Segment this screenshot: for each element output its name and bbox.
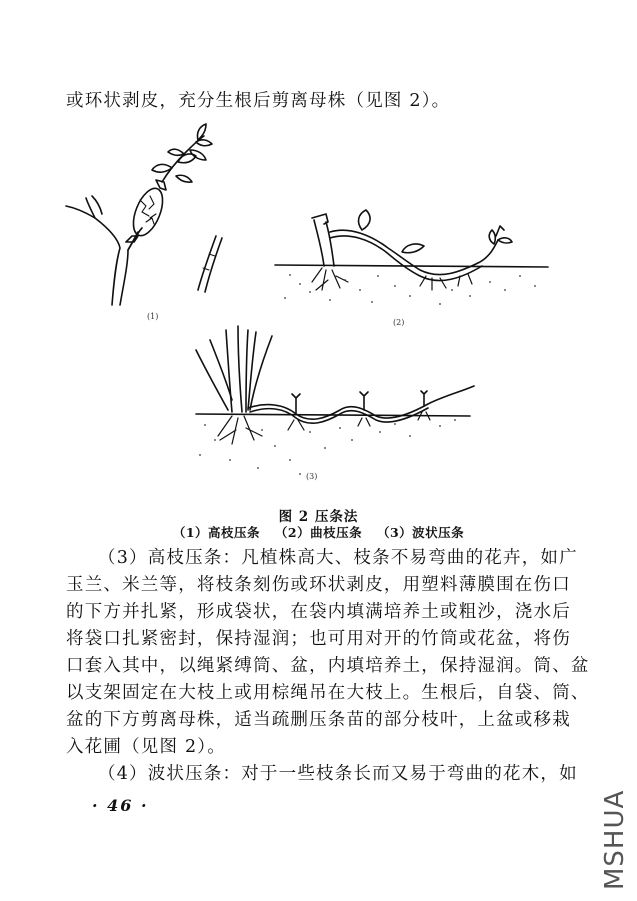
figure-3-drawing	[196, 326, 474, 444]
body-line: （4）波状压条：对于一些枝条长而又易于弯曲的花木，如	[98, 764, 578, 784]
figure-label-2: (2)	[393, 318, 405, 327]
watermark: MSHUA	[600, 789, 630, 890]
page-number: · 46 ·	[92, 796, 149, 815]
body-line: 口套入其中，以绳紧缚筒、盆，内填培养土，保持湿润。筒、盆	[66, 656, 590, 676]
figure-2-drawing	[275, 210, 548, 290]
body-line: （3）高枝压条：凡植株高大、枝条不易弯曲的花卉，如广	[98, 548, 578, 568]
body-line: 入花圃（见图 2）。	[66, 737, 226, 757]
continuation-text: 或环状剥皮，充分生根后剪离母株（见图 2）。	[66, 91, 451, 111]
body-line: 以支架固定在大枝上或用棕绳吊在大枝上。生根后，自袋、筒、	[66, 683, 590, 703]
body-line: 盆的下方剪离母株，适当疏删压条苗的部分枝叶，上盆或移栽	[66, 710, 571, 730]
figure-label-3: (3)	[306, 472, 318, 481]
body-line: 将袋口扎紧密封，保持湿润；也可用对开的竹筒或花盆，将伤	[66, 629, 571, 649]
figure-label-1: (1)	[147, 312, 159, 321]
figure-caption-title: 图 2 压条法	[278, 509, 359, 525]
soil-texture-3	[199, 419, 456, 475]
figure-caption-subtitle: （1）高枝压条 （2）曲枝压条 （3）波状压条	[172, 525, 465, 540]
body-line: 的下方并扎紧，形成袋状，在袋内填满培养土或粗沙，浇水后	[66, 602, 571, 622]
figure-1-drawing	[66, 124, 222, 305]
body-line: 玉兰、米兰等，将枝条刻伤或环状剥皮，用塑料薄膜围在伤口	[66, 575, 571, 595]
